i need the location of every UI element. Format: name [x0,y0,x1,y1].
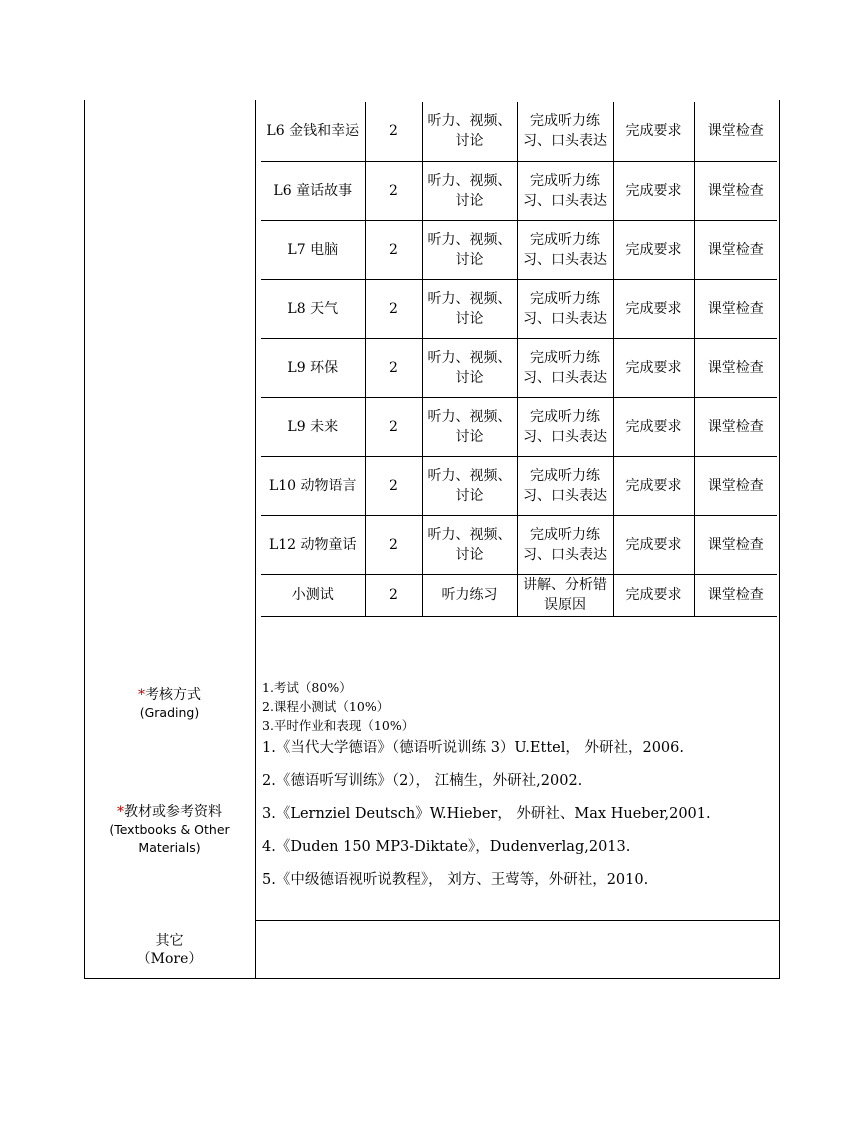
schedule-cell-method: 听力、视频、讨论 [422,161,517,220]
schedule-cell-topic: 小测试 [261,574,365,616]
schedule-row [261,338,777,397]
schedule-cell-requirement: 完成要求 [613,279,694,338]
schedule-cell-hours: 2 [365,161,422,220]
grading-item: 1.考试（80%） [262,680,352,695]
schedule-cell-topic: L9 未来 [261,397,365,456]
schedule-cell-topic: L9 环保 [261,338,365,397]
schedule-row [261,574,777,616]
other-label [84,932,255,968]
schedule-cell-assessment: 课堂检查 [694,220,777,279]
schedule-cell-method: 听力、视频、讨论 [422,102,517,161]
schedule-cell-task: 完成听力练习、口头表达 [517,102,613,161]
materials-list [262,736,711,901]
label-column-divider [255,100,256,979]
schedule-row [261,161,777,220]
material-item: 2.《德语听写训练》（2）， 江楠生，外研社,2002. [262,773,583,789]
schedule-cell-requirement: 完成要求 [613,397,694,456]
schedule-row [261,397,777,456]
schedule-cell-method: 听力、视频、讨论 [422,515,517,574]
schedule-cell-assessment: 课堂检查 [694,338,777,397]
schedule-cell-requirement: 完成要求 [613,220,694,279]
material-item: 4.《Duden 150 MP3-Diktate》，Dudenverlag,2013. [262,839,631,855]
schedule-cell-topic: L7 电脑 [261,220,365,279]
schedule-cell-hours: 2 [365,456,422,515]
materials-label-en-2: Materials) [138,840,201,855]
materials-label-cn: 教材或参考资料 [124,804,222,820]
material-item: 3.《Lernziel Deutsch》W.Hieber， 外研社、Max Hueber,2001. [262,806,711,822]
schedule-cell-task: 讲解、分析错误原因 [517,574,613,616]
schedule-cell-assessment: 课堂检查 [694,456,777,515]
schedule-cell-requirement: 完成要求 [613,161,694,220]
schedule-cell-topic: L6 童话故事 [261,161,365,220]
schedule-cell-method: 听力、视频、讨论 [422,338,517,397]
schedule-cell-topic: L8 天气 [261,279,365,338]
schedule-cell-assessment: 课堂检查 [694,574,777,616]
material-item: 5.《中级德语视听说教程》， 刘方、王莺等，外研社，2010. [262,872,649,888]
schedule-cell-hours: 2 [365,515,422,574]
materials-label [84,803,255,857]
schedule-table [261,102,777,617]
schedule-cell-method: 听力练习 [422,574,517,616]
grading-label [84,686,255,722]
grading-list [262,678,414,735]
schedule-cell-method: 听力、视频、讨论 [422,397,517,456]
schedule-cell-task: 完成听力练习、口头表达 [517,515,613,574]
schedule-cell-hours: 2 [365,574,422,616]
other-label-en: （More） [136,951,203,967]
material-item: 1.《当代大学德语》（德语听说训练 3）U.Ettel， 外研社，2006. [262,740,684,756]
schedule-row [261,515,777,574]
grading-label-cn: 考核方式 [145,687,201,703]
schedule-cell-hours: 2 [365,279,422,338]
schedule-cell-hours: 2 [365,102,422,161]
schedule-cell-task: 完成听力练习、口头表达 [517,397,613,456]
schedule-cell-assessment: 课堂检查 [694,397,777,456]
schedule-cell-requirement: 完成要求 [613,456,694,515]
schedule-cell-requirement: 完成要求 [613,338,694,397]
schedule-row [261,456,777,515]
schedule-cell-requirement: 完成要求 [613,515,694,574]
required-star: * [117,804,124,820]
schedule-cell-hours: 2 [365,397,422,456]
schedule-cell-method: 听力、视频、讨论 [422,220,517,279]
schedule-row [261,102,777,161]
schedule-cell-task: 完成听力练习、口头表达 [517,161,613,220]
schedule-cell-assessment: 课堂检查 [694,515,777,574]
schedule-cell-task: 完成听力练习、口头表达 [517,279,613,338]
schedule-cell-requirement: 完成要求 [613,102,694,161]
grading-item: 2.课程小测试（10%） [262,699,390,714]
schedule-row [261,220,777,279]
schedule-cell-topic: L10 动物语言 [261,456,365,515]
schedule-cell-task: 完成听力练习、口头表达 [517,456,613,515]
other-label-cn: 其它 [155,933,184,949]
schedule-cell-hours: 2 [365,220,422,279]
grading-label-en: (Grading) [139,705,200,720]
schedule-cell-topic: L12 动物童话 [261,515,365,574]
schedule-cell-hours: 2 [365,338,422,397]
schedule-cell-requirement: 完成要求 [613,574,694,616]
schedule-cell-assessment: 课堂检查 [694,102,777,161]
schedule-cell-method: 听力、视频、讨论 [422,279,517,338]
schedule-cell-topic: L6 金钱和幸运 [261,102,365,161]
schedule-cell-assessment: 课堂检查 [694,161,777,220]
row-divider-other [255,920,780,921]
grading-item: 3.平时作业和表现（10%） [262,718,415,733]
schedule-row [261,279,777,338]
schedule-cell-method: 听力、视频、讨论 [422,456,517,515]
materials-label-en-1: (Textbooks & Other [109,822,230,837]
schedule-cell-assessment: 课堂检查 [694,279,777,338]
schedule-cell-task: 完成听力练习、口头表达 [517,338,613,397]
required-star: * [138,687,145,703]
schedule-cell-task: 完成听力练习、口头表达 [517,220,613,279]
